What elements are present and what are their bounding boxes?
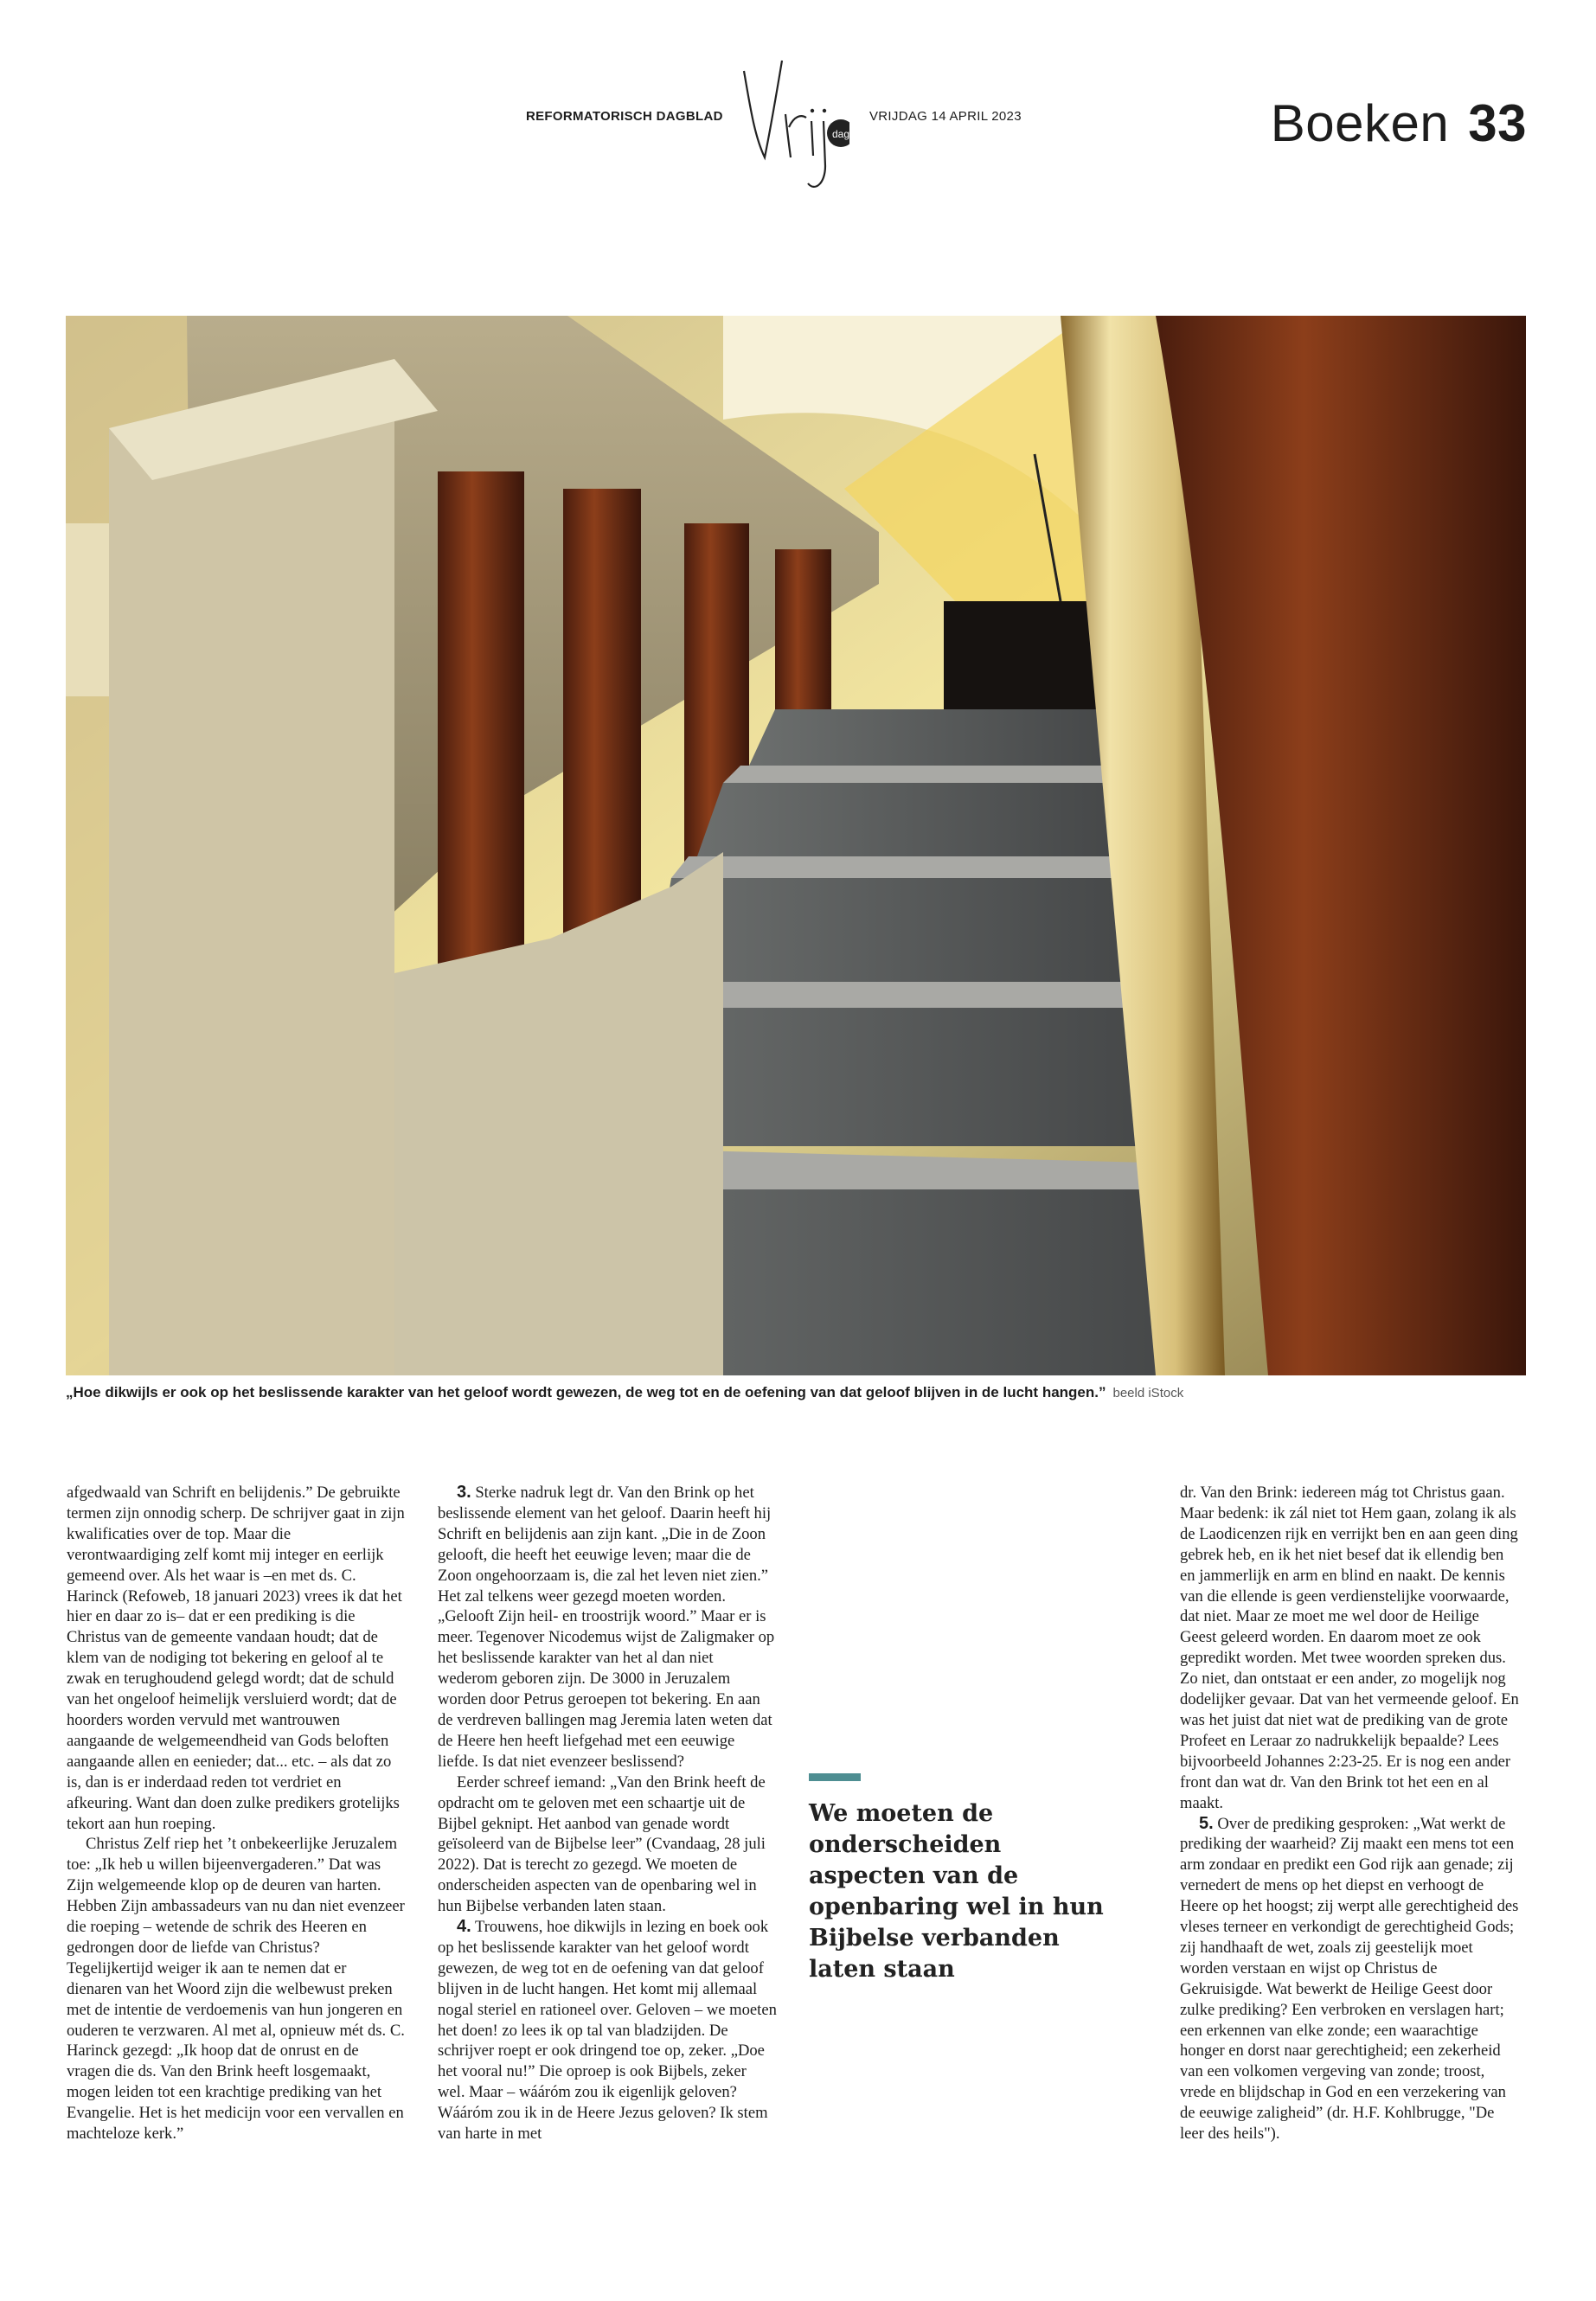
quote-accent-bar (809, 1773, 861, 1781)
caption-text: „Hoe dikwijls er ook op het beslissende karakter van het geloof wordt gewezen, de weg tot en de oefening van dat geloof blijven in de lucht hangen.” (66, 1384, 1106, 1400)
article-column-1 (67, 1483, 406, 2144)
paragraph-4 (438, 1917, 777, 2144)
page-number: 33 (1468, 94, 1527, 152)
article-photo (66, 316, 1526, 1375)
photo-caption (66, 1384, 1536, 1401)
paragraph: afgedwaald van Schrift en belijdenis.” De gebruikte termen zijn onnodig scherp. De schrijver gaat in zijn kwalificaties over de top. Maar die verontwaardiging zelf komt mij integer en eerlijk gemeend over. Als het waar is –en met ds. C. Harinck (Refoweb, 18 januari 2023) vrees ik dat het hier en daar zo is– dat er een prediking is die Christus van de gemeente vandaan houdt; dat de klem van de nodiging tot bekering en geloof al te zwak en terughoudend gelegd wordt; dat de schuld van het ongeloof heimelijk versluierd wordt; dat de hoorders worden vervuld met wantrouwen aangaande de welgemeendheid van Gods beloften aangaande allen en eenieder; dat... etc. – als dat zo is, dan is er inderdaad reden tot verdriet en afkeuring. Want dan doen zulke predikers grotelijks tekort aan hun roeping. (67, 1484, 405, 1833)
section-title: Boeken (1270, 94, 1450, 152)
photo-credit: beeld iStock (1112, 1386, 1184, 1400)
quote-text: We moeten de onderscheiden aspecten van de openbaring wel in hun Bijbelse verbanden laten staan (809, 1800, 1104, 1983)
point-number: 5. (1199, 1813, 1214, 1833)
point-number: 4. (457, 1917, 471, 1937)
paragraph: Christus Zelf riep het ’t onbekeerlijke Jeruzalem toe: „Ik heb u willen bijeenvergaderen.” Dat was Zijn welgemeende klop op de deuren van harten. Hebben Zijn ambassadeurs van nu dan niet evenzeer die roeping – wetende de schrik des Heeren en gedrongen door de liefde van Christus? Tegelijkertijd weiger ik aan te nemen dat er dienaren van het Woord zijn die welbewust preken met de intentie de verdoemenis van hun jongeren en ouderen te verzwaren. Al met al, opnieuw mét ds. C. Harinck gezegd: „Ik hoop dat de onrust en de vragen die ds. Van den Brink heeft losgemaakt, mogen leiden tot een krachtige prediking van het Evangelie. Het is het medicijn voor een vervallen en machteloze kerk.” (67, 1835, 405, 2144)
article-column-2 (438, 1483, 777, 2144)
paragraph: dr. Van den Brink: iedereen mág tot Christus gaan. Maar bedenk: ik zál niet tot Hem gaan, zolang ik als de Laodicenzen rijk en verrijkt ben en aan geen ding gebrek heb, en ik het niet besef dat ik ellendig ben en jammerlijk en arm en blind en naakt. De kennis van die ellende is geen verdienstelijke voorwaarde, dat niet. Maar ze moet me wel door de Heilige Geest geleerd worden. En daarom moet ze ook gepredikt worden. Met twee woorden spreken dus. Zo niet, dan ontstaat er een ander, zo mogelijk nog dodelijker gevaar. Dat van het vermeende geloof. En was het juist dat niet wat de prediking van de grote Profeet en Leraar zo nadrukkelijk bepaalde? Lees bijvoorbeeld Johannes 2:23-25. Er is nog een ander front dan wat dr. Van den Brink tot het een en al maakt. (1180, 1484, 1519, 1812)
article-column-3 (1180, 1483, 1519, 2144)
paragraph-text: Sterke nadruk legt dr. Van den Brink op het beslissende element van het geloof. Daarin heeft hij Schrift en belijdenis aan zijn kant. „Die in de Zoon gelooft, die heeft het eeuwige leven; maar die de Zoon ongehoorzaam is, die zal het leven niet zien.” Het zal telkens weer gezegd moeten worden. „Gelooft Zijn heil- en troostrijk woord.” Maar er is meer. Tegenover Nicodemus wijst de Zaligmaker op het beslissende karakter van het al dan niet wederom geboren zijn. De 3000 in Jeruzalem worden door Petrus geroepen tot bekering. En aan de verdreven ballingen mag Jeremia laten weten dat de Heere hen heeft liefgehad met een eeuwige liefde. Is dat niet evenzeer beslissend? (438, 1484, 775, 1771)
vrij-logo (728, 54, 849, 201)
paragraph-3 (438, 1483, 777, 1772)
paragraph-text: Over de prediking gesproken: „Wat werkt de prediking der waarheid? Zij maakt een mens tot een arm zondaar en predikt een God rijk aan genade; zij vernedert de mens op het diepst en verhoogt de Heere op het hoogst; zij werpt alle gerechtigheid des vleses terneer en verkondigt de gerechtigheid Gods; zij handhaaft de wet, zoals zij geestelijk moet worden verstaan en wijst op Christus de Gekruisigde. Wat bewerkt de Heilige Geest door zulke prediking? Een verbroken en verslagen hart; een erkennen van elke zonde; een waarachtige honger en dorst naar gerechtigheid; een zekerheid van een volkomen vergeving van zonde; troost, vrede en blijdschap in God en een verzekering van de eeuwige zaligheid” (dr. H.F. Kohlbrugge, "De leer des heils"). (1180, 1814, 1519, 2144)
point-number: 3. (457, 1483, 471, 1502)
pull-quote (809, 1773, 1120, 1985)
logo-badge: dag (831, 128, 849, 140)
paper-name: REFORMATORISCH DAGBLAD (526, 109, 723, 124)
staircase-illustration (66, 316, 1526, 1375)
section-header (1271, 93, 1527, 153)
paragraph: Eerder schreef iemand: „Van den Brink heeft de opdracht om te geloven met een schaartje uit de Bijbel geknipt. Het aanbod van genade wordt geïsoleerd van de Bijbelse leer” (Cvandaag, 28 juli 2022). Dat is terecht zo gezegd. We moeten de onderscheiden aspecten van de openbaring wel in hun Bijbelse verbanden laten staan. (438, 1772, 766, 1916)
issue-date: VRIJDAG 14 APRIL 2023 (869, 109, 1022, 124)
paragraph-text: Trouwens, hoe dikwijls in lezing en boek ook op het beslissende karakter van het geloof wordt gewezen, de weg tot en de oefening van dat geloof blijven in de lucht hangen. Het komt mij allemaal nogal steriel en rationeel over. Geloven – we moeten het doen! zo lees ik op tal van bladzijden. De schrijver roept er ook dringend toe op, zeker. „Doe het vooral nu!” Die oproep is ook Bijbels, zeker wel. Maar – wááróm zou ik eigenlijk geloven? Wááróm zou ik in de Heere Jezus geloven? Ik stem van harte in met (438, 1918, 777, 2144)
paragraph-5 (1180, 1814, 1519, 2145)
